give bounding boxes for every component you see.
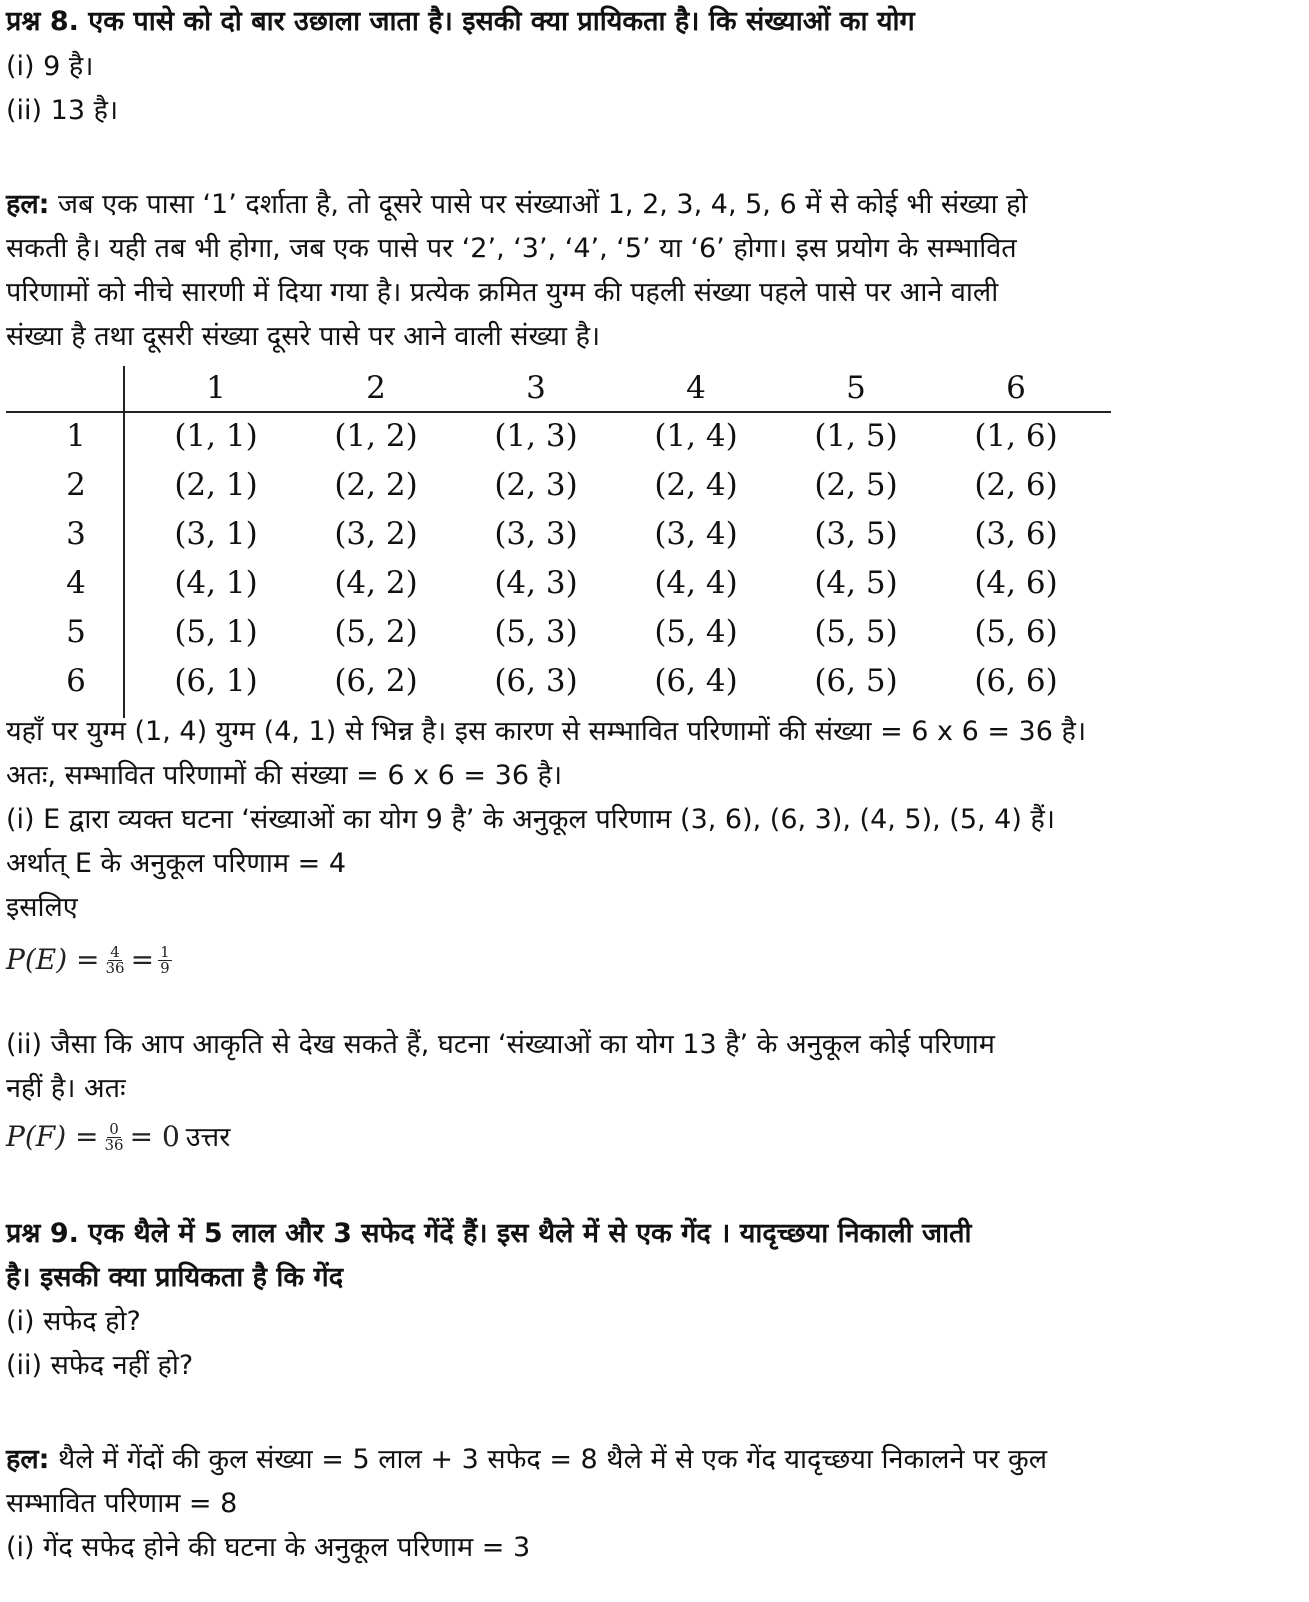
pe-num-1: 4 [110,942,120,961]
column-header: 6 [1006,370,1026,406]
table-horizontal-rule [6,411,1111,413]
table-cell: (1, 1) [174,418,258,454]
table-cell: (3, 2) [334,516,418,552]
table-cell: (4, 3) [494,565,578,601]
pe-math [6,940,172,980]
answer-tag: उत्तर [185,1122,231,1153]
table-cell: (2, 6) [974,467,1058,503]
row-header: 4 [66,565,86,601]
row-header: 1 [66,418,86,454]
q8-solution-line-2: सकती है। यही तब भी होगा, जब एक पासे पर ‘2’, ‘3’, ‘4’, ‘5’ या ‘6’ होगा। इस प्रयोग के सम्भावित [6,233,1017,264]
table-vertical-rule [123,366,125,718]
column-header: 1 [206,370,226,406]
pe-fraction-2 [158,942,172,977]
table-cell: (1, 3) [494,418,578,454]
row-header: 6 [66,663,86,699]
pf-math [6,1117,180,1157]
q8-after-2: अतः, सम्भावित परिणामों की संख्या = 6 x 6 = 36 है। [6,760,563,791]
q8-after-4: अर्थात् E के अनुकूल परिणाम = 4 [6,848,347,879]
table-cell: (5, 6) [974,614,1058,650]
pe-den-2: 9 [160,958,170,977]
q8-after-5: इसलिए [6,892,78,923]
q9-question-line-1: प्रश्न 9. एक थैले में 5 लाल और 3 सफेद गेंदें हैं। इस थैले में से एक गेंद । यादृच्छया निकाली जाती [6,1218,972,1249]
q8-after-3: (i) E द्वारा व्यक्त घटना ‘संख्याओं का योग 9 है’ के अनुकूल परिणाम (3, 6), (6, 3), (4, 5), (5, 4) हैं। [6,804,1056,835]
row-header: 3 [66,516,86,552]
q8-after-1: यहाँ पर युग्म (1, 4) युग्म (4, 1) से भिन्न है। इस कारण से सम्भावित परिणामों की संख्या = 6 x 6 = 36 है। [6,716,1087,747]
dice-outcomes-table [6,366,1111,722]
pf-rhs: = 0 [129,1120,180,1153]
q8-part-1: (i) 9 है। [6,51,94,82]
table-cell: (1, 4) [654,418,738,454]
q9-question-line-2: है। इसकी क्या प्रायिकता है कि गेंद [6,1262,344,1293]
column-header: 4 [686,370,706,406]
table-cell: (4, 2) [334,565,418,601]
table-cell: (3, 6) [974,516,1058,552]
q8-solution-line-4: संख्या है तथा दूसरी संख्या दूसरे पासे पर आने वाली संख्या है। [6,321,601,352]
q9-solution-line-3: (i) गेंद सफेद होने की घटना के अनुकूल परिणाम = 3 [6,1532,531,1563]
table-cell: (3, 1) [174,516,258,552]
table-cell: (2, 4) [654,467,738,503]
column-header: 5 [846,370,866,406]
q8-part2-solution-2: नहीं है। अतः [6,1073,126,1104]
q9-part-1: (i) सफेद हो? [6,1306,141,1337]
q8-solution-line-1 [6,185,1028,225]
table-cell: (6, 5) [814,663,898,699]
table-cell: (5, 1) [174,614,258,650]
table-cell: (2, 2) [334,467,418,503]
table-cell: (6, 4) [654,663,738,699]
table-cell: (4, 1) [174,565,258,601]
table-cell: (5, 5) [814,614,898,650]
pf-den: 36 [104,1135,124,1154]
table-cell: (6, 6) [974,663,1058,699]
table-cell: (5, 3) [494,614,578,650]
table-cell: (5, 2) [334,614,418,650]
pe-equals: = [130,943,155,976]
table-cell: (2, 3) [494,467,578,503]
column-header: 3 [526,370,546,406]
q8-question: प्रश्न 8. एक पासे को दो बार उछाला जाता है। इसकी क्या प्रायिकता है। कि संख्याओं का योग [6,6,915,37]
table-cell: (2, 1) [174,467,258,503]
pe-lhs: P(E) = [6,943,100,976]
row-header: 2 [66,467,86,503]
solution-text: जब एक पासा ‘1’ दर्शाता है, तो दूसरे पासे पर संख्याओं 1, 2, 3, 4, 5, 6 में से कोई भी संख्या हो [49,189,1028,220]
table-cell: (1, 5) [814,418,898,454]
q9-solution-line-2: सम्भावित परिणाम = 8 [6,1488,238,1519]
table-cell: (6, 1) [174,663,258,699]
solution-text: थैले में गेंदों की कुल संख्या = 5 लाल + 3 सफेद = 8 थैले में से एक गेंद यादृच्छया निकालने पर कुल [49,1444,1048,1475]
column-header: 2 [366,370,386,406]
table-cell: (6, 3) [494,663,578,699]
row-header: 5 [66,614,86,650]
table-cell: (4, 4) [654,565,738,601]
q9-solution-line-1 [6,1440,1047,1480]
pe-formula [6,940,172,981]
pe-fraction-1 [104,942,127,977]
table-cell: (3, 4) [654,516,738,552]
table-cell: (3, 3) [494,516,578,552]
solution-label: हल: [6,189,50,220]
table-cell: (2, 5) [814,467,898,503]
table-cell: (1, 2) [334,418,418,454]
q8-part-2: (ii) 13 है। [6,95,119,126]
q8-part2-solution-1: (ii) जैसा कि आप आकृति से देख सकते हैं, घटना ‘संख्याओं का योग 13 है’ के अनुकूल कोई परिणाम [6,1029,995,1060]
table-cell: (4, 5) [814,565,898,601]
table-cell: (3, 5) [814,516,898,552]
q9-part-2: (ii) सफेद नहीं हो? [6,1350,194,1381]
solution-label: हल: [6,1444,50,1475]
table-cell: (1, 6) [974,418,1058,454]
pf-lhs: P(F) = [6,1120,99,1153]
pe-num-2: 1 [160,942,170,961]
pf-formula [6,1117,230,1158]
pe-den-1: 36 [105,958,125,977]
q8-solution-line-3: परिणामों को नीचे सारणी में दिया गया है। प्रत्येक क्रमित युग्म की पहली संख्या पहले पासे पर आने वाली [6,277,999,308]
pf-num: 0 [109,1119,119,1138]
pf-fraction [102,1119,125,1154]
table-cell: (6, 2) [334,663,418,699]
table-cell: (4, 6) [974,565,1058,601]
table-cell: (5, 4) [654,614,738,650]
